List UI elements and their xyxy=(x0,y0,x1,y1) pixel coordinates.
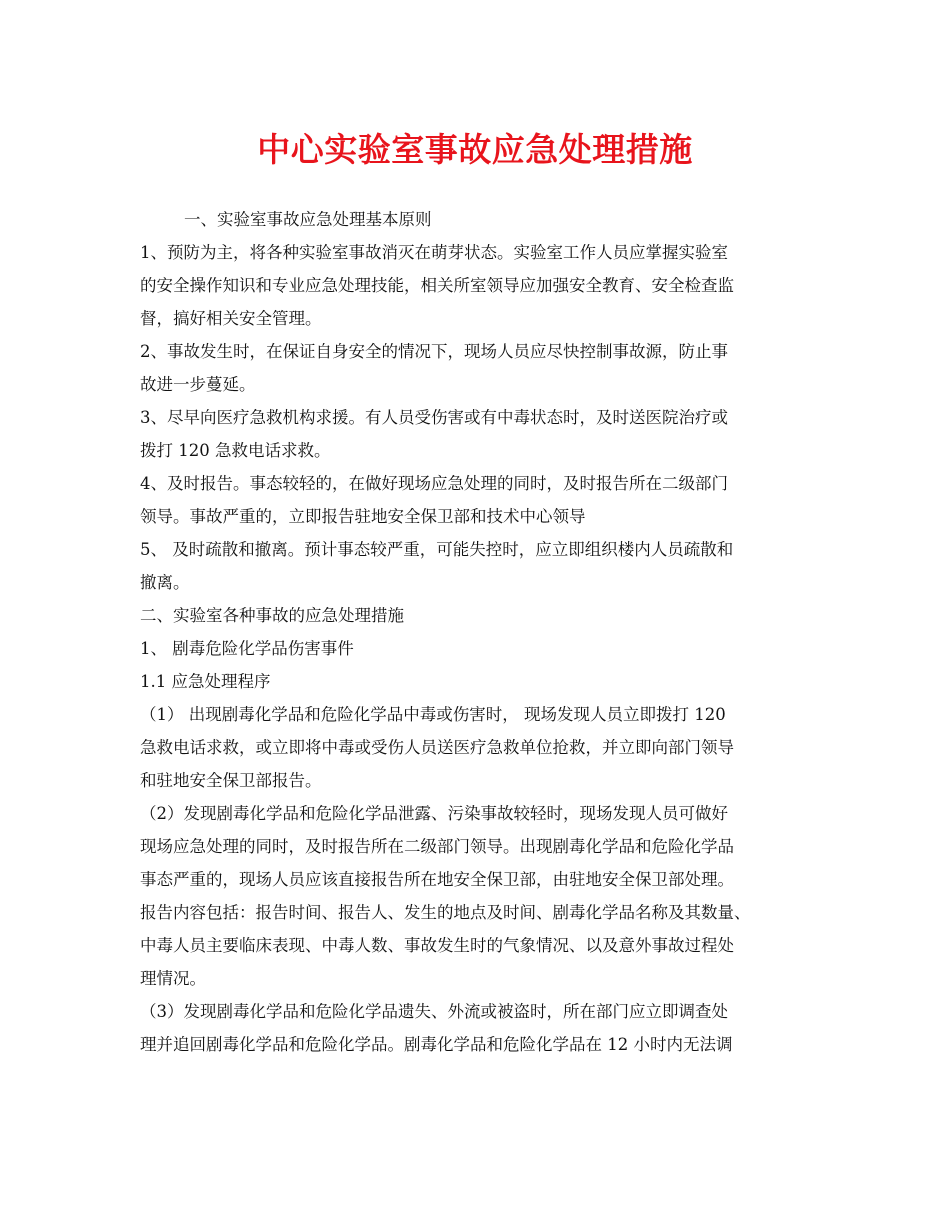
paragraph-line: （2）发现剧毒化学品和危险化学品泄露、污染事故较轻时，现场发现人员可做好 xyxy=(140,804,728,823)
paragraph-line: 拨打 120 急救电话求救。 xyxy=(140,441,331,460)
paragraph-line: （1） 出现剧毒化学品和危险化学品中毒或伤害时， 现场发现人员立即拨打 120 xyxy=(140,705,726,724)
paragraph-line: （3）发现剧毒化学品和危险化学品遗失、外流或被盗时，所在部门应立即调查处 xyxy=(140,1002,728,1021)
paragraph-line: 的安全操作知识和专业应急处理技能，相关所室领导应加强安全教育、安全检查监 xyxy=(140,276,734,295)
paragraph-line: 撤离。 xyxy=(140,573,190,592)
paragraph-line: 急救电话求救，或立即将中毒或受伤人员送医疗急救单位抢救，并立即向部门领导 xyxy=(140,738,734,757)
paragraph-line: 现场应急处理的同时，及时报告所在二级部门领导。出现剧毒化学品和危险化学品 xyxy=(140,837,734,856)
paragraph-line: 3、尽早向医疗急救机构求援。有人员受伤害或有中毒状态时，及时送医院治疗或 xyxy=(140,408,728,427)
subsection-heading: 1、 剧毒危险化学品伤害事件 xyxy=(140,639,354,658)
paragraph-line: 中毒人员主要临床表现、中毒人数、事故发生时的气象情况、以及意外事故过程处 xyxy=(140,936,734,955)
paragraph-line: 督，搞好相关安全管理。 xyxy=(140,309,322,328)
paragraph-line: 领导。事故严重的，立即报告驻地安全保卫部和技术中心领导 xyxy=(140,507,586,526)
paragraph-line: 报告内容包括：报告时间、报告人、发生的地点及时间、剧毒化学品名称及其数量、 xyxy=(140,903,751,922)
paragraph-line: 理并追回剧毒化学品和危险化学品。剧毒化学品和危险化学品在 12 小时内无法调 xyxy=(140,1035,733,1054)
document-body xyxy=(140,203,830,1061)
paragraph-line: 理情况。 xyxy=(140,969,206,988)
paragraph-line: 故进一步蔓延。 xyxy=(140,375,256,394)
paragraph-line: 和驻地安全保卫部报告。 xyxy=(140,771,322,790)
paragraph-line: 1、预防为主，将各种实验室事故消灭在萌芽状态。实验室工作人员应掌握实验室 xyxy=(140,243,728,262)
section-heading-1: 一、实验室事故应急处理基本原则 xyxy=(184,210,432,229)
subsection-heading: 1.1 应急处理程序 xyxy=(140,672,271,691)
document-title: 中心实验室事故应急处理措施 xyxy=(257,130,693,169)
paragraph-line: 2、事故发生时，在保证自身安全的情况下，现场人员应尽快控制事故源，防止事 xyxy=(140,342,728,361)
paragraph-line: 4、及时报告。事态较轻的，在做好现场应急处理的同时，及时报告所在二级部门 xyxy=(140,474,728,493)
paragraph-line: 事态严重的，现场人员应该直接报告所在地安全保卫部，由驻地安全保卫部处理。 xyxy=(140,870,734,889)
paragraph-line: 5、 及时疏散和撤离。预计事态较严重，可能失控时，应立即组织楼内人员疏散和 xyxy=(140,540,734,559)
section-heading-2: 二、实验室各种事故的应急处理措施 xyxy=(140,606,404,625)
